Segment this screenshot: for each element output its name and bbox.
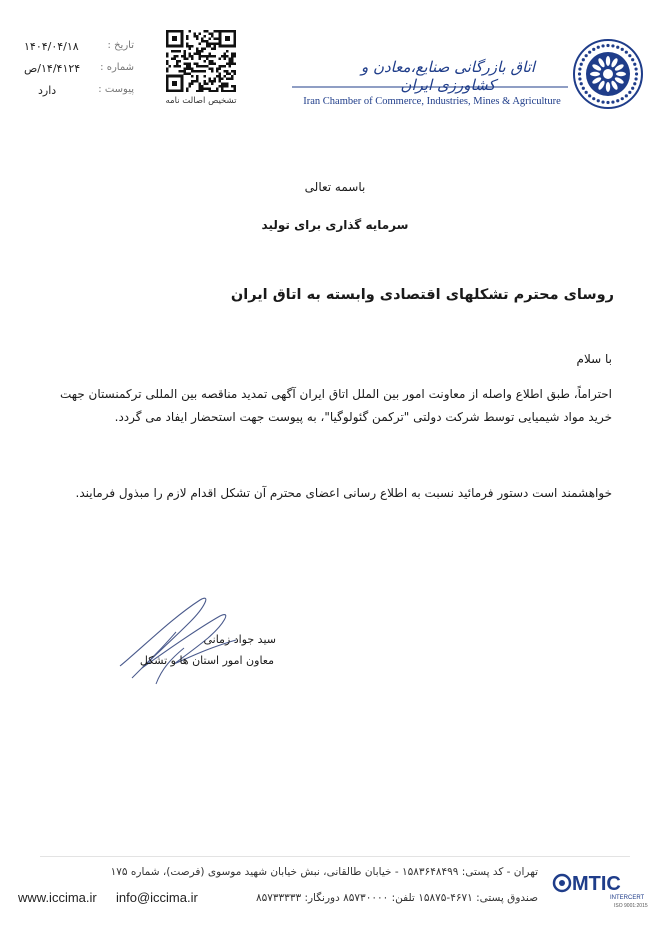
body-paragraph-2: خواهشمند است دستور فرمائید نسبت به اطلاع رسانی اعضای محترم آن تشکل اقدام لازم را مبذول فرمایند. <box>75 486 612 500</box>
date-label: تاریخ : <box>107 40 134 51</box>
meta-number <box>24 62 134 78</box>
chamber-name-en: Iran Chamber of Commerce, Industries, Mines & Agriculture <box>303 96 561 107</box>
signer-role: معاون امور استان ها و تشکل <box>139 654 274 667</box>
qr-caption: تشخیص اصالت نامه <box>165 96 237 106</box>
number-label: شماره : <box>100 62 134 73</box>
recipient-title: روسای محترم تشکلهای اقتصادی وابسته به اتاق ایران <box>230 287 614 303</box>
chamber-name-fa: اتاق بازرگانی صنایع،معادن و کشاورزی ایران <box>360 58 536 94</box>
mtic-certification-logo <box>552 869 658 911</box>
number-value: ۱۴/۴۱۲۴/ص <box>24 62 81 75</box>
bismillah: باسمه تعالی <box>304 180 366 194</box>
mtic-logo-text: MTIC <box>572 873 621 895</box>
meta-attachment <box>24 84 134 100</box>
footer-phone-fax: صندوق پستی: ۴۶۷۱-۱۵۸۷۵ تلفن: ۸۵۷۳۰۰۰۰ دورنگار: ۸۵۷۳۳۳۳۳ <box>255 892 538 904</box>
qr-code-icon[interactable] <box>166 30 236 92</box>
mtic-iso-text: ISO 9001:2015 <box>614 903 648 909</box>
iccima-logo-icon <box>572 38 644 110</box>
footer-address: تهران - کد پستی: ۱۵۸۳۶۴۸۴۹۹ - خیابان طالقانی، نبش خیابان شهید موسوی (فرصت)، شماره ۱۷۵ <box>110 866 538 878</box>
annual-slogan: سرمایه گذاری برای تولید <box>261 218 409 232</box>
footer-divider <box>40 856 630 857</box>
body-paragraph-1: احتراماً، طبق اطلاع واصله از معاونت امور بین الملل اتاق ایران آگهی تمدید مناقصه بین المللی ترکمنستان جهت خرید مواد شیمیایی توسط شرکت دولتی "ترکمن گئولوگیا"، به پیوست جهت استحضار ایفاد می گردد. <box>60 387 612 424</box>
header-divider <box>292 84 568 90</box>
greeting: با سلام <box>576 352 612 366</box>
footer-website-link[interactable]: www.iccima.ir <box>18 890 97 905</box>
meta-date <box>24 40 134 56</box>
attachment-label: پیوست : <box>98 84 134 95</box>
attachment-value: دارد <box>38 84 57 97</box>
signer-name: سید جواد زمانی <box>203 633 276 646</box>
date-value: ۱۴۰۴/۰۴/۱۸ <box>24 40 79 53</box>
footer-contact <box>18 890 198 905</box>
mtic-sub-text: INTERCERT <box>610 895 645 901</box>
footer-email-link[interactable]: info@iccima.ir <box>115 890 198 905</box>
